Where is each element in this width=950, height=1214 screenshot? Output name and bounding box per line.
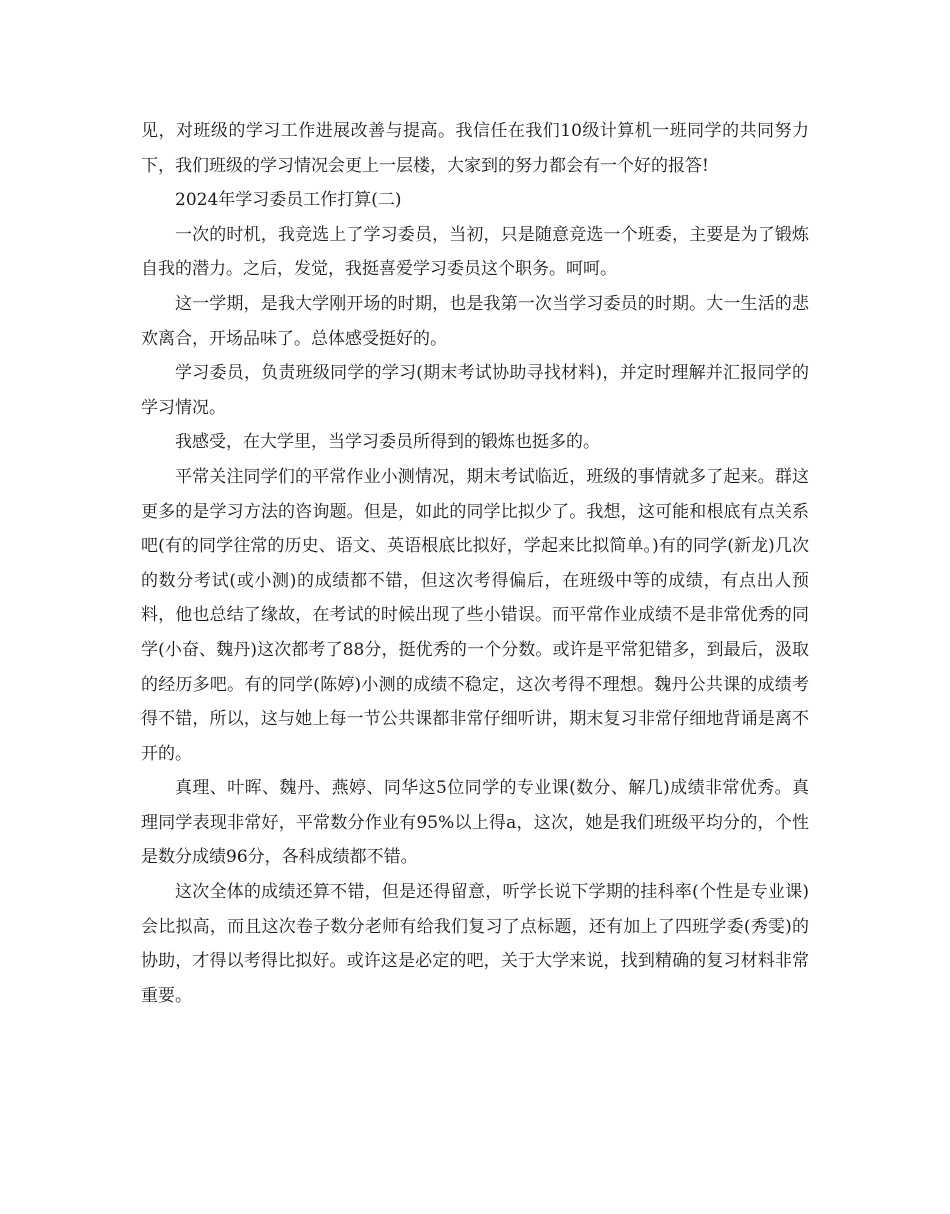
paragraph-continuation: 见，对班级的学习工作进展改善与提高。我信任在我们10级计算机一班同学的共同努力下，我们班级的学习情况会更上一层楼，大家到的努力都会有一个好的报答!	[141, 121, 809, 176]
paragraph: 学习委员，负责班级同学的学习(期末考试协助寻找材料)，并定时理解并汇报同学的学习情况。	[141, 363, 809, 418]
paragraph: 这次全体的成绩还算不错，但是还得留意，听学长说下学期的挂科率(个性是专业课)会比拟高，而且这次卷子数分老师有给我们复习了点标题，还有加上了四班学委(秀雯)的协助，才得以考得比拟好。或许这是必定的吧，关于大学来说，找到精确的复习材料非常重要。	[141, 882, 809, 1006]
document-body	[141, 114, 809, 1013]
paragraph: 我感受，在大学里，当学习委员所得到的锻炼也挺多的。	[175, 432, 600, 453]
paragraph: 真理、叶晖、魏丹、燕婷、同华这5位同学的专业课(数分、解几)成绩非常优秀。真理同学表现非常好，平常数分作业有95%以上得a，这次，她是我们班级平均分的，个性是数分成绩96分，各科成绩都不错。	[141, 778, 809, 868]
paragraph: 这一学期，是我大学刚开场的时期，也是我第一次当学习委员的时期。大一生活的悲欢离合，开场品味了。总体感受挺好的。	[141, 293, 809, 349]
section-heading: 2024年学习委员工作打算(二)	[175, 190, 402, 211]
paragraph: 平常关注同学们的平常作业小测情况，期末考试临近，班级的事情就多了起来。群这更多的是学习方法的咨询题。但是，如此的同学比拟少了。我想，这可能和根底有点关系吧(有的同学往常的历史、语文、英语根底比拟好，学起来比拟简单。)有的同学(新龙)几次的数分考试(或小测)的成绩都不错，但这次考得偏后，在班级中等的成绩，有点出人预料，他也总结了缘故，在考试的时候出现了些小错误。而平常作业成绩不是非常优秀的同学(小奋、魏丹)这次都考了88分，挺优秀的一个分数。或许是平常犯错多，到最后，汲取的经历多吧。有的同学(陈婷)小测的成绩不稳定，这次考得不理想。魏丹公共课的成绩考得不错，所以，这与她上每一节公共课都非常仔细听讲，期末复习非常仔细地背诵是离不开的。	[141, 466, 809, 764]
paragraph: 一次的时机，我竞选上了学习委员，当初，只是随意竞选一个班委，主要是为了锻炼自我的潜力。之后，发觉，我挺喜爱学习委员这个职务。呵呵。	[141, 224, 809, 280]
